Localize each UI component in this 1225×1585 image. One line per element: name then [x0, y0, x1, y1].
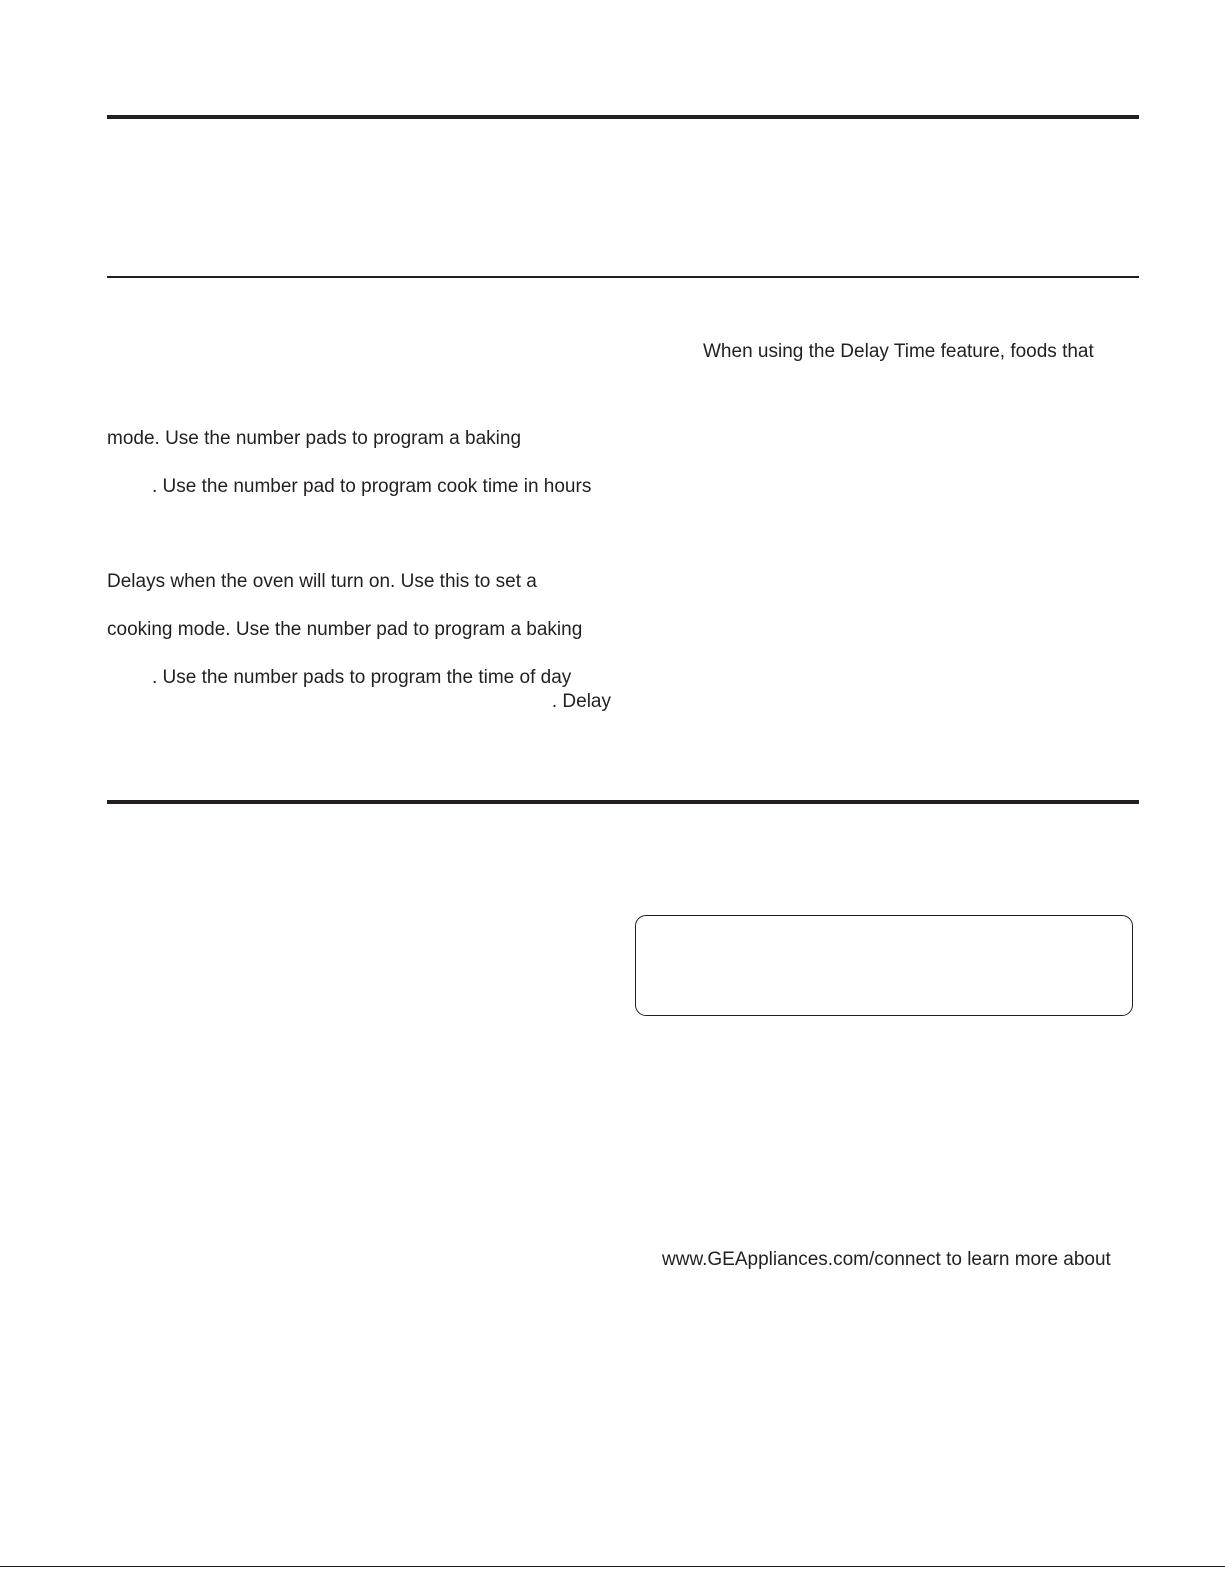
- section-rule-upper: [107, 276, 1139, 278]
- delay-end-text: . Delay: [551, 691, 611, 712]
- note-box: [635, 915, 1133, 1016]
- cook-time-text: . Use the number pad to program cook time in hours: [152, 476, 592, 497]
- section-rule-middle: [107, 800, 1139, 804]
- time-of-day-text: . Use the number pads to program the time of day: [152, 667, 572, 688]
- cooking-mode-text: cooking mode. Use the number pad to program a baking: [107, 619, 583, 640]
- page-bottom-rule: [0, 1566, 1225, 1567]
- section-rule-top: [107, 115, 1139, 119]
- delay-time-note: When using the Delay Time feature, foods that: [703, 341, 1094, 362]
- delay-start-text: Delays when the oven will turn on. Use this to set a: [107, 571, 537, 592]
- bake-mode-text: mode. Use the number pads to program a baking: [107, 428, 522, 449]
- connect-link-text: www.GEAppliances.com/connect to learn more about: [662, 1249, 1111, 1270]
